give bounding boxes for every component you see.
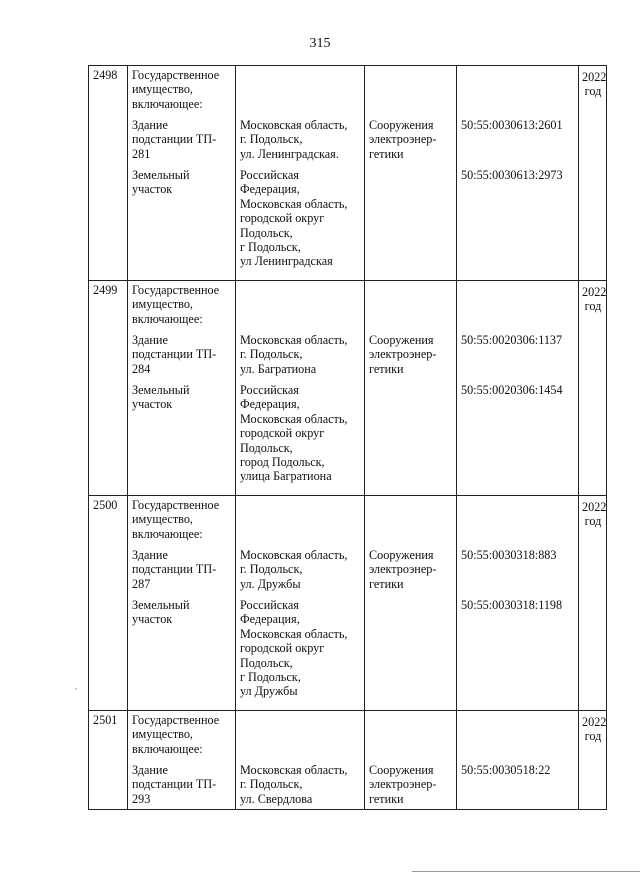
land-name-line: Земельный xyxy=(132,383,190,397)
heading-line: Государственное xyxy=(132,68,220,82)
heading-line: имущество, xyxy=(132,297,193,312)
building-address-line: ул. Дружбы xyxy=(240,576,301,591)
land-name-line: участок xyxy=(132,397,173,412)
year-value: 2022 xyxy=(582,500,607,514)
land-address-line: г Подольск, xyxy=(240,240,301,255)
record-number: 2500 xyxy=(93,498,118,512)
land-name-line: участок xyxy=(132,612,173,627)
year-unit: год xyxy=(584,729,602,744)
building-kind-line: Сооружения xyxy=(369,763,434,777)
record-number-cell xyxy=(89,281,128,496)
year-cell xyxy=(579,66,607,281)
year-value: 2022 xyxy=(582,285,607,299)
heading-line: имущество, xyxy=(132,727,193,742)
address-cell xyxy=(236,281,365,496)
land-cadastral-number: 50:55:0030318:1198 xyxy=(461,598,563,612)
year-cell xyxy=(579,711,607,810)
land-address-line: городской округ xyxy=(240,426,325,441)
building-kind-line: гетики xyxy=(369,791,404,806)
building-kind-line: гетики xyxy=(369,146,404,161)
building-kind-line: электроэнер- xyxy=(369,347,437,362)
land-address-line: Федерация, xyxy=(240,397,300,412)
land-cadastral-number: 50:55:0020306:1454 xyxy=(461,383,563,397)
land-address-line: улица Багратиона xyxy=(240,469,332,484)
land-address-line: Российская xyxy=(240,598,299,612)
record-number: 2501 xyxy=(93,713,118,727)
year-value: 2022 xyxy=(582,715,607,729)
land-address-line: Подольск, xyxy=(240,655,293,670)
land-address-line: Российская xyxy=(240,168,299,182)
cadastral-cell xyxy=(457,711,579,810)
heading-line: Государственное xyxy=(132,498,220,512)
building-address-line: Московская область, xyxy=(240,333,348,347)
building-address-line: г. Подольск, xyxy=(240,132,303,147)
land-cadastral-number: 50:55:0030613:2973 xyxy=(461,168,563,182)
building-cadastral-number: 50:55:0030318:883 xyxy=(461,548,557,562)
object-name-cell xyxy=(128,711,236,810)
property-registry-table xyxy=(88,65,607,810)
building-address-line: Московская область, xyxy=(240,118,348,132)
heading-line: Государственное xyxy=(132,713,220,727)
building-name-line: подстанции ТП- xyxy=(132,132,217,147)
heading-line: включающее: xyxy=(132,311,203,326)
land-address-line: Московская область, xyxy=(240,411,348,426)
land-address-line: г Подольск, xyxy=(240,670,301,685)
building-kind-line: Сооружения xyxy=(369,118,434,132)
building-kind-line: гетики xyxy=(369,361,404,376)
year-value: 2022 xyxy=(582,70,607,84)
land-address-line: Российская xyxy=(240,383,299,397)
year-cell xyxy=(579,496,607,711)
building-name-line: подстанции ТП- xyxy=(132,562,217,577)
land-name-line: Земельный xyxy=(132,168,190,182)
year-unit: год xyxy=(584,84,602,99)
land-name-line: участок xyxy=(132,182,173,197)
year-unit: год xyxy=(584,514,602,529)
address-cell xyxy=(236,496,365,711)
record-number-cell xyxy=(89,66,128,281)
building-name-line: Здание xyxy=(132,333,168,347)
land-address-line: город Подольск, xyxy=(240,455,325,470)
scan-artifact-dot xyxy=(75,688,77,690)
land-address-line: ул Ленинградская xyxy=(240,254,333,269)
record-number-cell xyxy=(89,711,128,810)
building-address-line: Московская область, xyxy=(240,548,348,562)
building-address-line: г. Подольск, xyxy=(240,347,303,362)
heading-line: Государственное xyxy=(132,283,220,297)
object-kind-cell xyxy=(365,281,457,496)
building-kind-line: электроэнер- xyxy=(369,777,437,792)
cadastral-cell xyxy=(457,496,579,711)
building-address-line: ул. Багратиона xyxy=(240,361,317,376)
land-address-line: ул Дружбы xyxy=(240,684,298,699)
object-name-cell xyxy=(128,496,236,711)
object-kind-cell xyxy=(365,496,457,711)
heading-line: включающее: xyxy=(132,96,203,111)
building-address-line: г. Подольск, xyxy=(240,562,303,577)
record-number: 2498 xyxy=(93,68,118,82)
building-cadastral-number: 50:55:0020306:1137 xyxy=(461,333,563,347)
building-cadastral-number: 50:55:0030613:2601 xyxy=(461,118,563,132)
year-cell xyxy=(579,281,607,496)
building-name-line: 281 xyxy=(132,146,151,161)
object-kind-cell xyxy=(365,711,457,810)
building-address-line: ул. Свердлова xyxy=(240,791,313,806)
building-name-line: Здание xyxy=(132,763,168,777)
building-kind-line: Сооружения xyxy=(369,333,434,347)
land-address-line: Федерация, xyxy=(240,612,300,627)
building-kind-line: электроэнер- xyxy=(369,132,437,147)
building-name-line: Здание xyxy=(132,118,168,132)
land-address-line: городской округ xyxy=(240,211,325,226)
cadastral-cell xyxy=(457,281,579,496)
building-address-line: г. Подольск, xyxy=(240,777,303,792)
address-cell xyxy=(236,711,365,810)
building-name-line: подстанции ТП- xyxy=(132,347,217,362)
building-address-line: Московская область, xyxy=(240,763,348,777)
address-cell xyxy=(236,66,365,281)
table-row xyxy=(89,496,607,711)
record-number: 2499 xyxy=(93,283,118,297)
building-name-line: 287 xyxy=(132,576,151,591)
object-name-cell xyxy=(128,66,236,281)
record-number-cell xyxy=(89,496,128,711)
heading-line: включающее: xyxy=(132,526,203,541)
heading-line: имущество, xyxy=(132,512,193,527)
object-kind-cell xyxy=(365,66,457,281)
table-row xyxy=(89,711,607,810)
table-row xyxy=(89,281,607,496)
building-name-line: 293 xyxy=(132,791,151,806)
object-name-cell xyxy=(128,281,236,496)
page-number: 315 xyxy=(309,36,331,51)
land-address-line: Московская область, xyxy=(240,626,348,641)
land-name-line: Земельный xyxy=(132,598,190,612)
building-kind-line: Сооружения xyxy=(369,548,434,562)
land-address-line: Московская область, xyxy=(240,196,348,211)
building-cadastral-number: 50:55:0030518:22 xyxy=(461,763,551,777)
land-address-line: Федерация, xyxy=(240,182,300,197)
cadastral-cell xyxy=(457,66,579,281)
building-name-line: 284 xyxy=(132,361,151,376)
land-address-line: Подольск, xyxy=(240,225,293,240)
heading-line: имущество, xyxy=(132,82,193,97)
building-address-line: ул. Ленинградская. xyxy=(240,146,339,161)
scan-artifact-line xyxy=(412,871,640,872)
heading-line: включающее: xyxy=(132,741,203,756)
building-name-line: подстанции ТП- xyxy=(132,777,217,792)
building-kind-line: электроэнер- xyxy=(369,562,437,577)
land-address-line: Подольск, xyxy=(240,440,293,455)
year-unit: год xyxy=(584,299,602,314)
building-name-line: Здание xyxy=(132,548,168,562)
table-row xyxy=(89,66,607,281)
building-kind-line: гетики xyxy=(369,576,404,591)
land-address-line: городской округ xyxy=(240,641,325,656)
